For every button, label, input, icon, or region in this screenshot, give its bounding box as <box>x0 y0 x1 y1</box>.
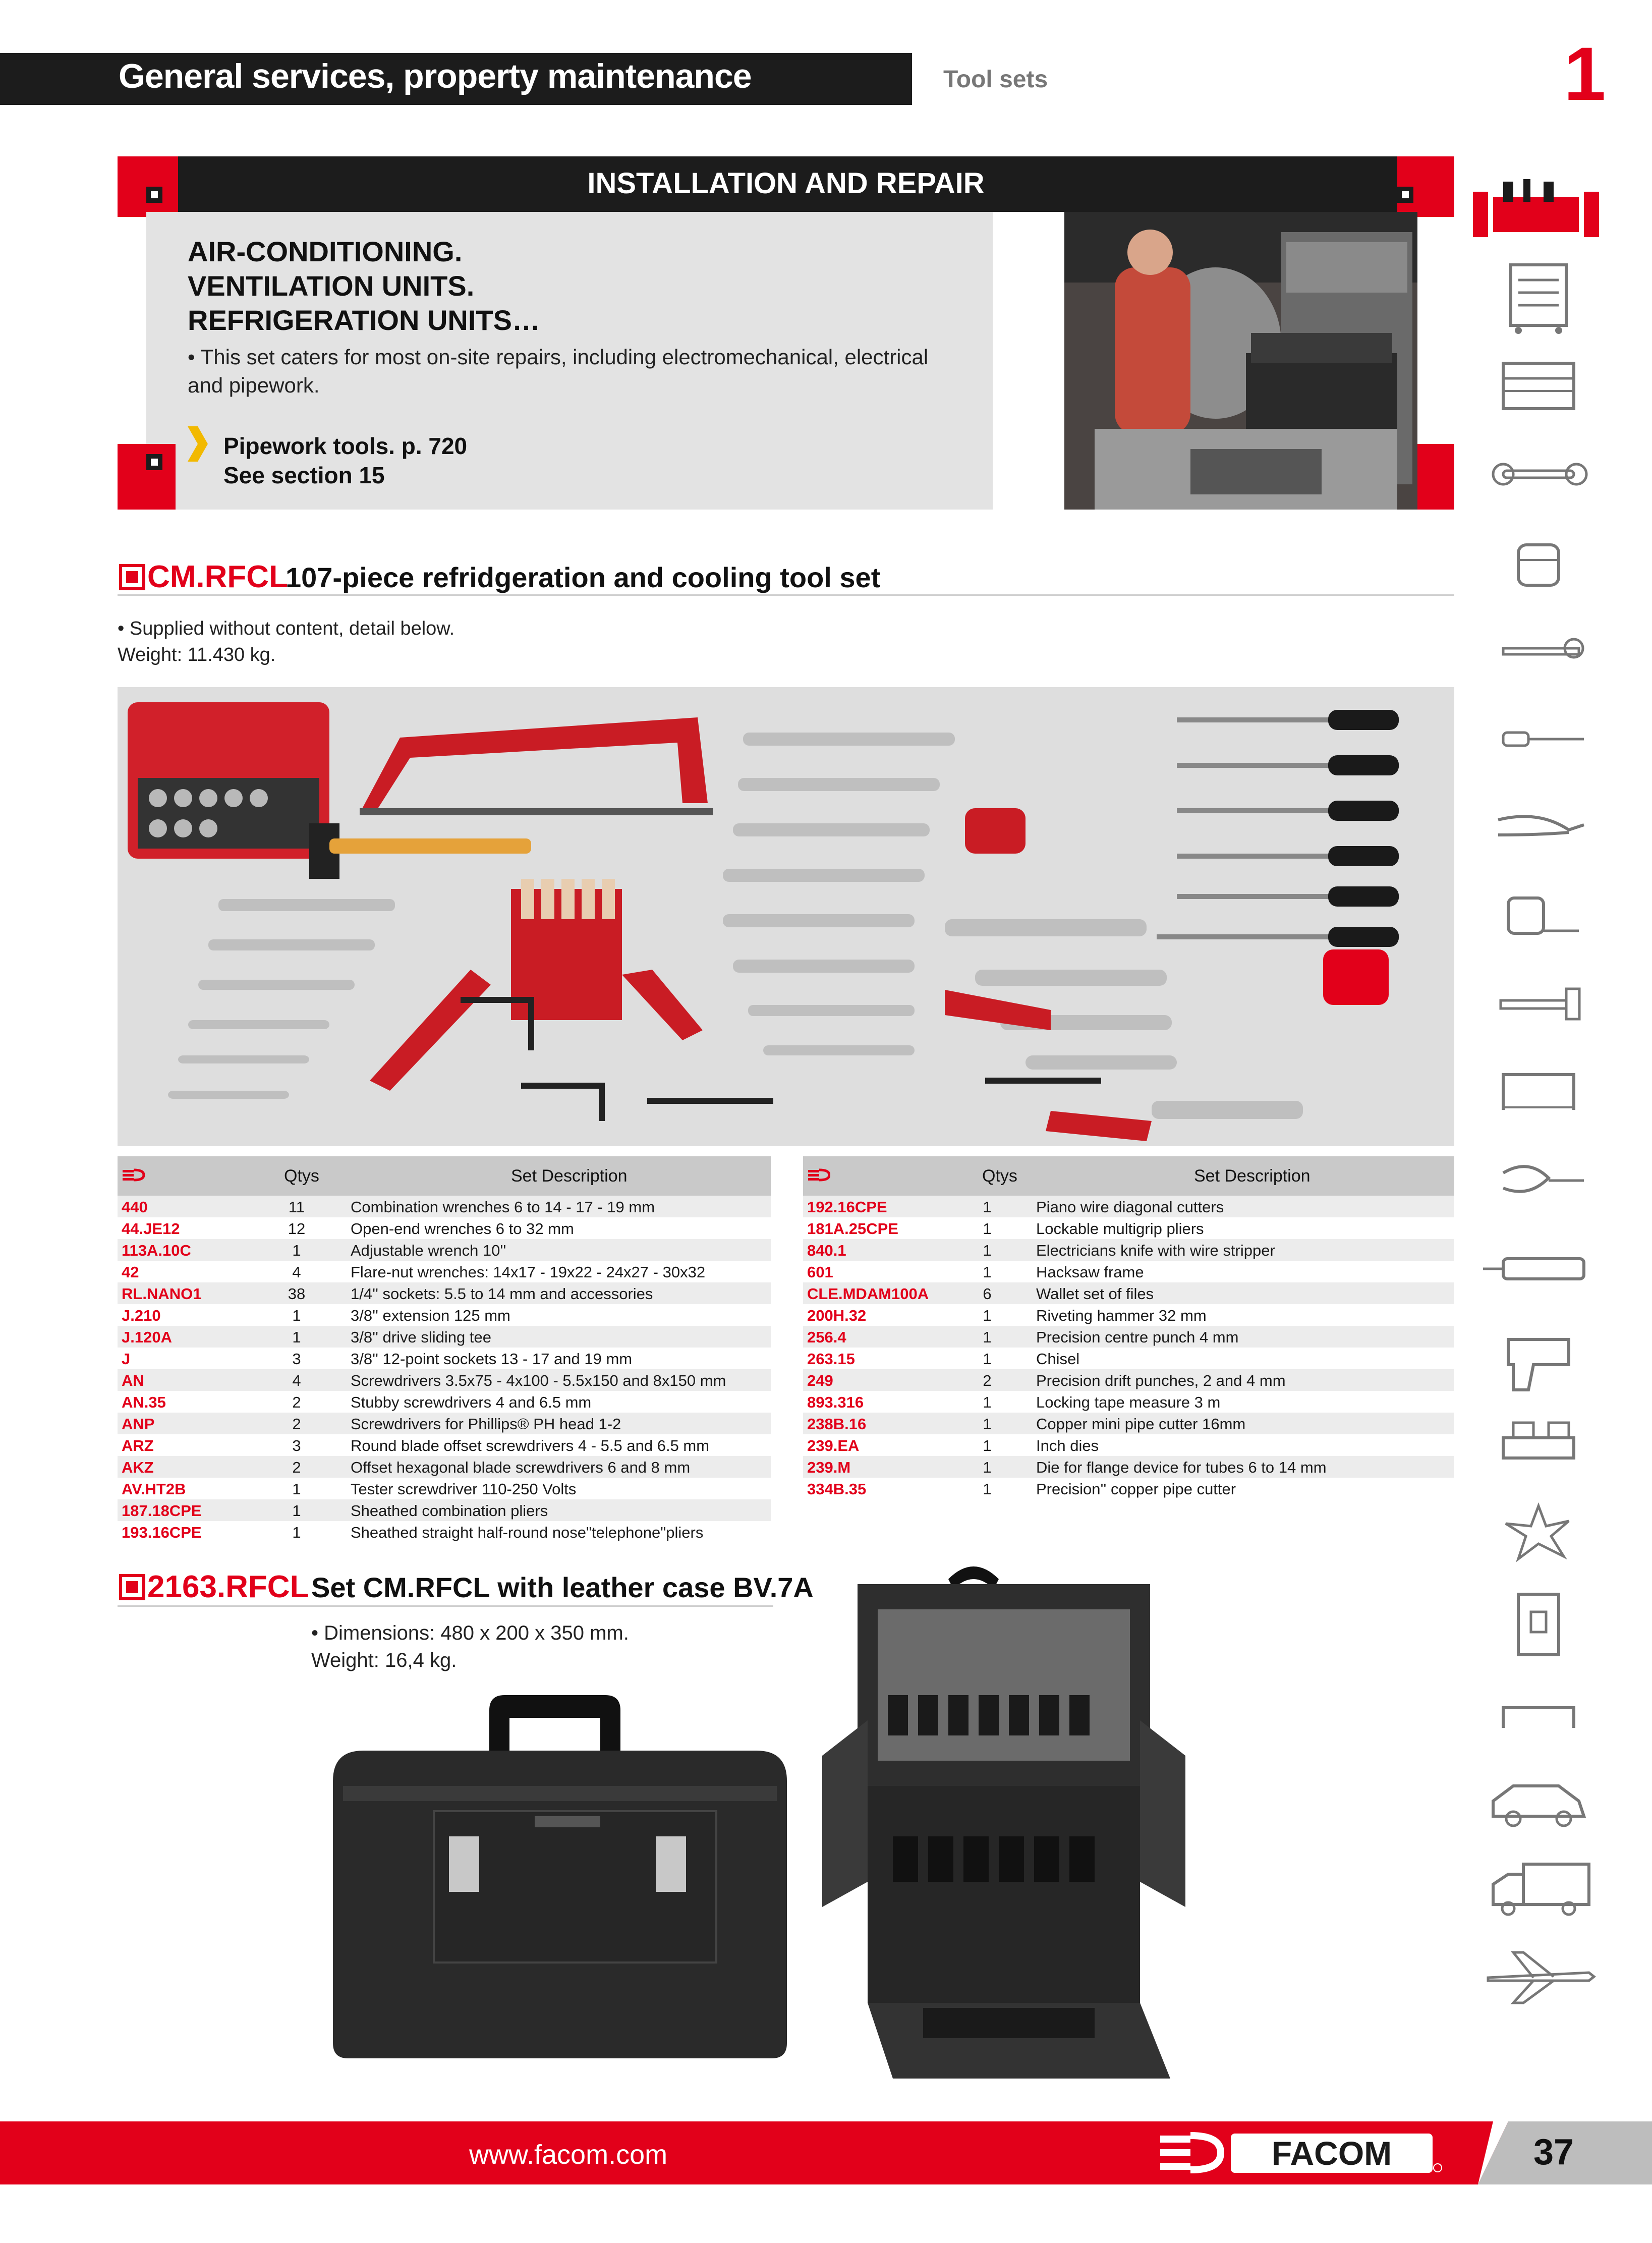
page-number: 37 <box>1533 2132 1574 2172</box>
item-code[interactable]: CLE.MDAM100A <box>807 1285 929 1303</box>
corner-block <box>1417 444 1454 510</box>
safety-tools-icon[interactable] <box>1473 1496 1599 1572</box>
airplane-icon[interactable] <box>1473 1937 1599 2013</box>
table-row <box>803 1413 1454 1434</box>
intro-heading-line: REFRIGERATION UNITS… <box>188 304 540 336</box>
item-qty: 1 <box>983 1307 992 1324</box>
item-code[interactable]: 42 <box>122 1263 139 1281</box>
product-title: Set CM.RFCL with leather case BV.7A <box>311 1572 814 1603</box>
item-qty: 2 <box>292 1459 301 1476</box>
item-code[interactable]: J <box>122 1350 131 1368</box>
item-description: Inch dies <box>1036 1437 1099 1454</box>
item-description: Open-end wrenches 6 to 32 mm <box>351 1220 574 1238</box>
item-code[interactable]: J.210 <box>122 1307 161 1324</box>
item-qty: 2 <box>983 1372 992 1389</box>
footer-url[interactable]: www.facom.com <box>469 2140 668 2170</box>
leather-case-open-photo <box>822 1554 1185 2084</box>
item-qty: 1 <box>983 1437 992 1454</box>
item-code[interactable]: 840.1 <box>807 1242 846 1259</box>
item-qty: 1 <box>983 1480 992 1498</box>
item-code[interactable]: 263.15 <box>807 1350 855 1368</box>
table-row <box>803 1456 1454 1478</box>
desc-line: • Dimensions: 480 x 200 x 350 mm. <box>311 1622 629 1644</box>
table-row <box>118 1196 771 1217</box>
item-description: Combination wrenches 6 to 14 - 17 - 19 mm <box>351 1198 655 1216</box>
table-header <box>118 1156 771 1196</box>
table-row <box>803 1217 1454 1239</box>
product-code: CM.RFCL <box>147 559 288 594</box>
divider <box>118 594 1454 596</box>
arrow-right-icon <box>188 426 208 462</box>
item-code[interactable]: ARZ <box>122 1437 154 1454</box>
page-title: General services, property maintenance <box>119 57 752 95</box>
electrical-breaker-icon[interactable] <box>1473 1584 1599 1660</box>
product-title: 107-piece refridgeration and cooling tool set <box>286 562 881 593</box>
car-icon[interactable] <box>1473 1761 1599 1836</box>
intro-heading-line: AIR-CONDITIONING. <box>188 236 463 267</box>
item-qty: 4 <box>292 1263 301 1281</box>
item-code[interactable]: 239.M <box>807 1459 851 1476</box>
table-row <box>118 1369 771 1391</box>
facom-logo-icon <box>123 1168 145 1182</box>
item-description: Chisel <box>1036 1350 1080 1368</box>
product-description <box>118 615 454 668</box>
item-qty: 6 <box>983 1285 992 1303</box>
table-row <box>118 1217 771 1239</box>
intro-ref-line[interactable]: Pipework tools. p. 720 <box>223 433 468 459</box>
corner-square-icon <box>146 454 162 470</box>
impact-wrench-icon[interactable] <box>1473 1319 1599 1395</box>
item-description: Flare-nut wrenches: 14x17 - 19x22 - 24x27 - 30x32 <box>351 1263 706 1281</box>
item-code[interactable]: 238B.16 <box>807 1415 867 1433</box>
chapter-number: 1 <box>1564 31 1606 116</box>
intro-heading <box>188 235 540 338</box>
item-description: Precision'' copper pipe cutter <box>1036 1480 1236 1498</box>
screwdriver-icon[interactable] <box>1473 701 1599 777</box>
table-row <box>118 1326 771 1348</box>
item-qty: 12 <box>288 1220 306 1238</box>
divider <box>118 1605 773 1607</box>
item-description: 3/8'' drive sliding tee <box>351 1328 491 1346</box>
item-description: Locking tape measure 3 m <box>1036 1393 1221 1411</box>
table-row <box>803 1196 1454 1217</box>
col-qty-header: Qtys <box>982 1166 1017 1186</box>
item-qty: 1 <box>983 1220 992 1238</box>
item-code[interactable]: 113A.10C <box>122 1242 191 1259</box>
item-code[interactable]: 440 <box>122 1198 148 1216</box>
item-code[interactable]: AV.HT2B <box>122 1480 186 1498</box>
item-qty: 3 <box>292 1437 301 1454</box>
facom-logo-icon <box>808 1168 830 1182</box>
col-qty-header: Qtys <box>284 1166 319 1186</box>
hacksaw-icon[interactable] <box>1473 1054 1599 1130</box>
col-desc-header: Set Description <box>511 1166 628 1186</box>
item-qty: 2 <box>292 1415 301 1433</box>
brand-text: FACOM <box>1271 2135 1392 2172</box>
table-row <box>803 1369 1454 1391</box>
item-description: Sheathed straight half-round nose"telephone"pliers <box>351 1524 704 1541</box>
item-description: Piano wire diagonal cutters <box>1036 1198 1224 1216</box>
technician-photo <box>1064 212 1417 510</box>
table-header <box>803 1156 1454 1196</box>
table-row <box>803 1391 1454 1413</box>
contents-table-right <box>803 1156 1454 1499</box>
product-marker-icon <box>119 1574 145 1600</box>
item-description: Electricians knife with wire stripper <box>1036 1242 1275 1259</box>
vice-icon[interactable] <box>1473 1408 1599 1483</box>
corner-square-icon <box>146 187 162 203</box>
item-code[interactable]: 193.16CPE <box>122 1524 202 1541</box>
item-description: 3/8'' 12-point sockets 13 - 17 and 19 mm <box>351 1350 633 1368</box>
table-row <box>118 1478 771 1499</box>
table-row <box>803 1282 1454 1304</box>
tool-cabinet-icon[interactable] <box>1473 260 1599 335</box>
item-description: Sheathed combination pliers <box>351 1502 548 1520</box>
item-qty: 1 <box>983 1328 992 1346</box>
page-subtitle: Tool sets <box>943 66 1048 93</box>
intro-banner-title: INSTALLATION AND REPAIR <box>587 167 985 200</box>
item-description: Lockable multigrip pliers <box>1036 1220 1204 1238</box>
item-description: Die for flange device for tubes 6 to 14 mm <box>1036 1459 1327 1476</box>
table-row <box>803 1434 1454 1456</box>
item-description: 3/8'' extension 125 mm <box>351 1307 510 1324</box>
pliers-icon[interactable] <box>1473 790 1599 865</box>
table-row <box>118 1282 771 1304</box>
item-code[interactable]: 187.18CPE <box>122 1502 202 1520</box>
item-qty: 1 <box>983 1350 992 1368</box>
intro-bullet: • This set caters for most on-site repairs, including electromechanical, electrical and pipework. <box>188 345 929 397</box>
item-description: 1/4'' sockets: 5.5 to 14 mm and accessories <box>351 1285 653 1303</box>
desc-line: • Supplied without content, detail below. <box>118 618 455 639</box>
item-qty: 1 <box>292 1502 301 1520</box>
item-qty: 1 <box>292 1242 301 1259</box>
item-description: Offset hexagonal blade screwdrivers 6 and 8 mm <box>351 1459 691 1476</box>
item-qty: 1 <box>292 1307 301 1324</box>
intro-heading-line: VENTILATION UNITS. <box>188 270 475 302</box>
item-qty: 1 <box>983 1393 992 1411</box>
table-row <box>118 1348 771 1369</box>
product-marker-icon <box>119 564 145 590</box>
item-code[interactable]: AN.35 <box>122 1393 166 1411</box>
facom-logo <box>1160 2132 1443 2174</box>
item-qty: 1 <box>983 1242 992 1259</box>
item-code[interactable]: AKZ <box>122 1459 154 1476</box>
product-code: 2163.RFCL <box>147 1569 309 1604</box>
item-qty: 1 <box>292 1480 301 1498</box>
puller-icon[interactable] <box>1473 1143 1599 1218</box>
corner-square-icon <box>1397 187 1413 203</box>
item-description: Screwdrivers 3.5x75 - 4x100 - 5.5x150 and 8x150 mm <box>351 1372 726 1389</box>
toolbox-icon[interactable] <box>1473 172 1599 247</box>
table-row <box>118 1304 771 1326</box>
item-description: Precision drift punches, 2 and 4 mm <box>1036 1372 1286 1389</box>
table-row <box>118 1413 771 1434</box>
table-row <box>803 1261 1454 1282</box>
table-row <box>803 1348 1454 1369</box>
item-code[interactable]: RL.NANO1 <box>122 1285 202 1303</box>
desc-line: Weight: 16,4 kg. <box>311 1649 457 1671</box>
item-description: Hacksaw frame <box>1036 1263 1144 1281</box>
item-qty: 1 <box>983 1263 992 1281</box>
table-row <box>118 1521 771 1543</box>
table-row <box>803 1326 1454 1348</box>
table-row <box>118 1261 771 1282</box>
tool-set-photo <box>118 687 1454 1146</box>
hammer-icon[interactable] <box>1473 966 1599 1042</box>
tool-case-icon[interactable] <box>1473 348 1599 424</box>
table-row <box>118 1239 771 1261</box>
item-code[interactable]: 181A.25CPE <box>807 1220 898 1238</box>
item-code[interactable]: J.120A <box>122 1328 172 1346</box>
desc-line: Weight: 11.430 kg. <box>118 644 276 665</box>
item-description: Copper mini pipe cutter 16mm <box>1036 1415 1246 1433</box>
item-code[interactable]: AN <box>122 1372 144 1389</box>
item-code[interactable]: 239.EA <box>807 1437 860 1454</box>
item-description: Tester screwdriver 110-250 Volts <box>351 1480 577 1498</box>
item-qty: 1 <box>292 1328 301 1346</box>
item-code[interactable]: 44.JE12 <box>122 1220 180 1238</box>
table-row <box>118 1456 771 1478</box>
item-description: Stubby screwdrivers 4 and 6.5 mm <box>351 1393 592 1411</box>
product-description <box>311 1619 629 1674</box>
table-row <box>803 1304 1454 1326</box>
truck-icon[interactable] <box>1473 1849 1599 1925</box>
table-row <box>803 1478 1454 1499</box>
item-code[interactable]: 256.4 <box>807 1328 846 1346</box>
socket-icon[interactable] <box>1473 525 1599 600</box>
item-qty: 1 <box>292 1524 301 1541</box>
item-code[interactable]: 893.316 <box>807 1393 864 1411</box>
col-desc-header: Set Description <box>1194 1166 1311 1186</box>
item-description: Round blade offset screwdrivers 4 - 5.5 and 6.5 mm <box>351 1437 710 1454</box>
table-row <box>118 1434 771 1456</box>
item-code[interactable]: 192.16CPE <box>807 1198 887 1216</box>
item-qty: 1 <box>983 1459 992 1476</box>
ratchet-icon[interactable] <box>1473 613 1599 689</box>
table-row <box>118 1499 771 1521</box>
item-qty: 1 <box>983 1198 992 1216</box>
table-row <box>803 1239 1454 1261</box>
item-code[interactable]: 249 <box>807 1372 833 1389</box>
intro-reference[interactable] <box>223 431 467 490</box>
item-qty: 3 <box>292 1350 301 1368</box>
tape-measure-icon[interactable] <box>1473 878 1599 954</box>
item-description: Riveting hammer 32 mm <box>1036 1307 1207 1324</box>
item-code[interactable]: 601 <box>807 1263 833 1281</box>
item-qty: 38 <box>288 1285 306 1303</box>
item-qty: 2 <box>292 1393 301 1411</box>
item-description: Adjustable wrench 10'' <box>351 1242 506 1259</box>
contents-table-left <box>118 1156 771 1543</box>
leather-case-closed-photo <box>323 1690 797 2063</box>
item-description: Precision centre punch 4 mm <box>1036 1328 1239 1346</box>
item-code[interactable]: 200H.32 <box>807 1307 867 1324</box>
intro-ref-line[interactable]: See section 15 <box>223 462 385 488</box>
item-qty: 1 <box>983 1415 992 1433</box>
item-description: Screwdrivers for Phillips® PH head 1-2 <box>351 1415 621 1433</box>
item-description: Wallet set of files <box>1036 1285 1154 1303</box>
table-row <box>118 1391 771 1413</box>
item-code[interactable]: 334B.35 <box>807 1480 867 1498</box>
tester-icon[interactable] <box>1473 1231 1599 1307</box>
item-qty: 4 <box>292 1372 301 1389</box>
handle-icon[interactable] <box>1473 1672 1599 1748</box>
item-code[interactable]: ANP <box>122 1415 155 1433</box>
item-qty: 11 <box>288 1198 305 1216</box>
wrench-icon[interactable] <box>1473 436 1599 512</box>
